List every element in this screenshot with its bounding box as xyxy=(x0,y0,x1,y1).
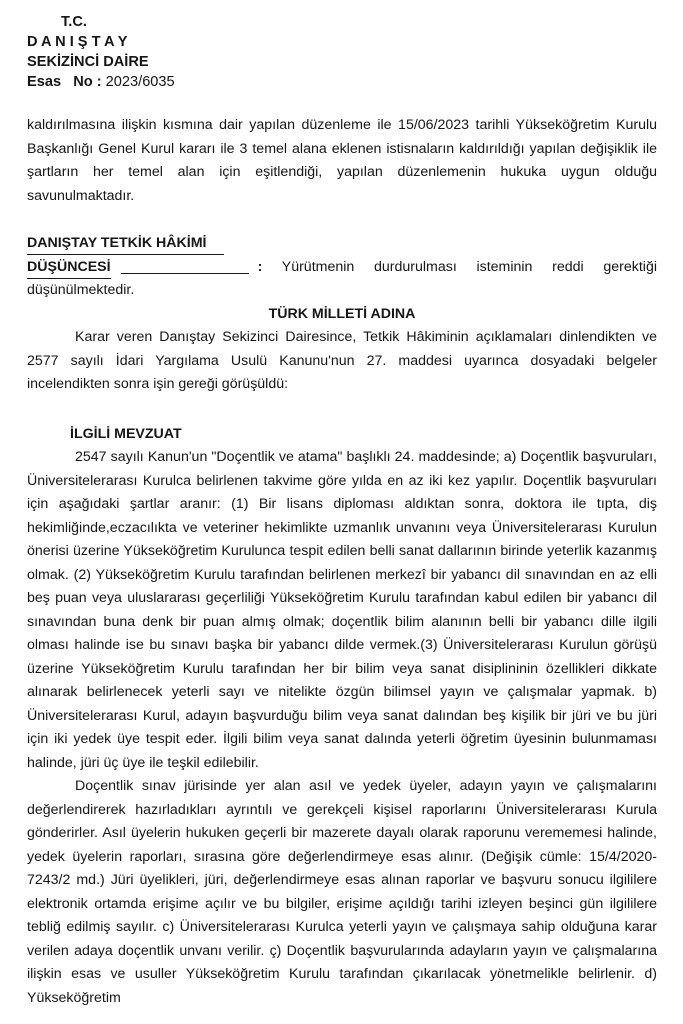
header-court-name: D A N I Ş T A Y xyxy=(27,34,128,50)
header-chamber-name: SEKİZİNCİ DAİRE xyxy=(27,54,149,70)
paragraph-savunma: kaldırılmasına ilişkin kısmına dair yapılan düzenleme ile 15/06/2023 tarihli Yükseköğretim Kurulu Başkanlığı Genel Kurul kararı ile 3 temel alana eklenen istisnaların kaldırıldığı yapılan değişiklik ile şartların her temel alan için eşitlendiği, yapılan düzenlemenin hukuka uygun olduğu savunulmaktadır. xyxy=(27,117,657,204)
dusuncesi-colon: : xyxy=(257,258,263,275)
dusuncesi-line xyxy=(27,256,657,303)
header-case-number-line xyxy=(27,72,657,92)
leader-underline xyxy=(121,259,249,274)
paragraph-mevzuat: 2547 sayılı Kanun'un "Doçentlik ve atama" başlıklı 24. maddesinde; a) Doçentlik başvuruları, Üniversitelerarası Kurulca belirlenen takvime göre yılda en az iki kez yapılır. Doçentlik başvuruları için aşağıdaki şartlar aranır: (1) Bir lisans diploması aldıktan sonra, doktora ile tıpta, diş hekimliğinde,eczacılıkta ve veteriner hekimlikte uzmanlık unvanını veya Üniversitelerarası Kurulun önerisi üzerine Yükseköğretim Kurulunca tespit edilen belli sanat dallarının birinde yeterlik kazanmış olmak. (2) Yükseköğretim Kurulu tarafından belirlenen merkezî bir yabancı dil sınavından en az elli beş puan veya uluslararası geçerliliği Yükseköğretim Kurulu tarafından kabul edilen bir yabancı dil sınavından buna denk bir puan almış olmak; doçentlik bilim alanının belli bir yabancı dille ilgili olması halinde ise bu sınavı başka bir yabancı dilde vermek.(3) Üniversitelerarası Kurulun görüşü üzerine Yükseköğretim Kurulu tarafından her bir bilim veya sanat disiplininin özellikleri dikkate alınarak belirlenecek yeterli sayı ve nitelikte özgün bilimsel yayın ve çalışmalar yapmak. b) Üniversitelerarası Kurul, adayın başvurduğu bilim veya sanat dalından beş kişilik bir jüri ve bu jüri için iki yedek üye tespit eder. İlgili bilim veya sanat dalında yeterli öğretim üyesinin bulunmaması halinde, jüri üç üye ile teşkil edilebilir. xyxy=(27,449,657,771)
heading-tetkik-hakimi xyxy=(27,232,657,256)
paragraph-karar: Karar veren Danıştay Sekizinci Dairesince, Tetkik Hâkiminin açıklamaları dinlendikten ve 2577 sayılı İdari Yargılama Usulü Kanunu'nun 27. maddesi uyarınca dosyadaki belgeler incelendikten sonra işin gereği görüşüldü: xyxy=(27,329,657,392)
header-tc-line: T.C. xyxy=(61,14,87,30)
case-number-label: Esas No : xyxy=(27,74,106,90)
dusuncesi-label: DÜŞÜNCESİ xyxy=(27,257,111,279)
tetkik-hakimi-heading-text: DANIŞTAY TETKİK HÂKİMİ xyxy=(27,233,224,255)
dusuncesi-text: Yürütmenin durdurulması isteminin reddi gerektiği düşünülmektedir. xyxy=(27,258,657,298)
heading-ilgili-mevzuat: İLGİLİ MEVZUAT xyxy=(70,425,182,442)
heading-turk-milleti-adina: TÜRK MİLLETİ ADINA xyxy=(268,305,416,322)
tetkik-hakimi-block xyxy=(27,232,657,303)
paragraph-juri: Doçentlik sınav jürisinde yer alan asıl ve yedek üyeler, adayın yayın ve çalışmalarını değerlendirerek hazırladıkları ayrıntılı ve gerekçeli kişisel raporlarını Üniversitelerarası Kurula gönderirler. Asıl üyelerin hukuken geçerli bir mazerete dayalı olarak raporunu verememesi halinde, yedek üyelerin raporları, sırasına göre değerlendirmeye esas alınır. (Değişik cümle: 15/4/2020-7243/2 md.) Jüri üyelikleri, jüri, değerlendirmeye esas alınan raporlar ve başvuru sonucu ilgililere elektronik ortamda erişime açılır ve bu bilgiler, erişime açıldığı tarihi izleyen beşinci gün ilgililere tebliğ edilmiş sayılır. c) Üniversitelerarası Kurulca yeterli yayın ve çalışmaya sahip olduğuna karar verilen adaya doçentlik unvanı verilir. ç) Doçentlik başvurularında adayların yayın ve çalışmalarına ilişkin esas ve usuller Yükseköğretim Kurulu tarafından çıkarılacak yönetmelikle belirlenir. d) Yükseköğretim xyxy=(27,778,657,1006)
header-block xyxy=(27,12,657,92)
case-number-value: 2023/6035 xyxy=(105,74,175,90)
